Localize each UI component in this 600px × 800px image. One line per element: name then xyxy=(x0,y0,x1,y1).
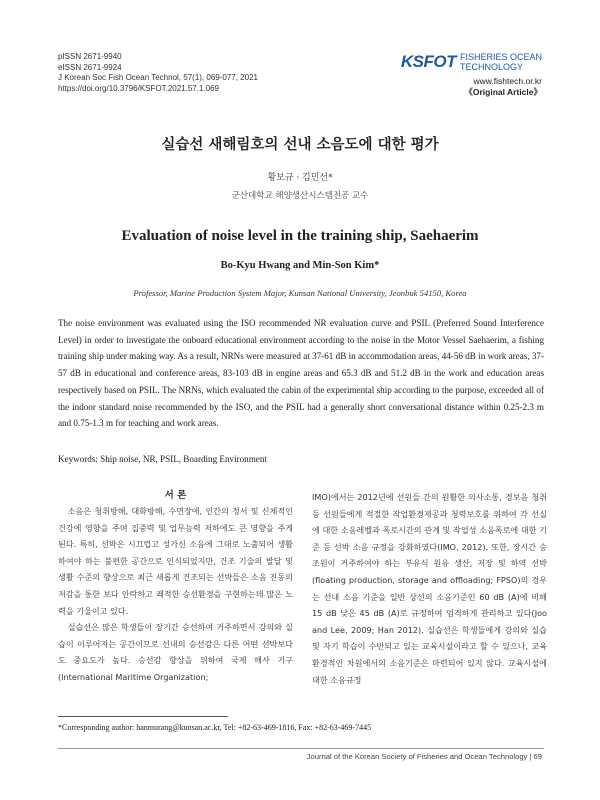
korean-authors: 황보규 · 김민선* xyxy=(267,173,333,183)
korean-title: 실습선 새해림호의 선내 소음도에 대한 평가 xyxy=(161,137,439,153)
corresponding-author-footnote: *Corresponding author: hanmurang@kunsan.ac.kr, Tel: +82-63-469-1816, Fax: +82-63-469-7445 xyxy=(58,723,372,732)
logo-mark: KSFOT xyxy=(400,52,456,71)
doi-link[interactable]: https://doi.org/10.3796/KSFOT.2021.57.1.069 xyxy=(58,83,219,93)
journal-brand xyxy=(392,52,542,98)
section-heading-introduction: 서 론 xyxy=(164,490,187,501)
english-title: Evaluation of noise level in the training ship, Saehaerim xyxy=(121,228,479,244)
eissn: eISSN 2671-9924 xyxy=(58,62,122,72)
journal-website[interactable]: www.fishtech.or.kr xyxy=(473,76,542,86)
footnote-divider xyxy=(58,716,228,717)
journal-meta xyxy=(58,52,258,94)
logo-line2: TECHNOLOGY xyxy=(459,62,523,72)
body-column-right xyxy=(312,489,547,688)
english-authors: Bo-Kyu Hwang and Min-Son Kim* xyxy=(220,260,380,271)
english-affiliation: Professor, Marine Production System Major, Kunsan National University, Jeonbuk 54150, Korea xyxy=(133,288,467,298)
article-type: 《Original Article》 xyxy=(464,87,542,97)
korean-affiliation: 군산대학교 해양생산시스템전공 교수 xyxy=(231,191,369,201)
body-paragraph: 소음은 청취방해, 대화방해, 수면장애, 인간의 정서 및 신체적인 건강에 영향을 주며 집중력 및 업무능력 저하에도 큰 영향을 주게 된다. 특히, 선박은 시끄럽고 성가신 소음에 그대로 노출되어 생활하여야 하는 불편한 공간으로 인식되었지만, 건조 기술의 발달 및 생활 수준의 향상으로 최근 새롭게 건조되는 선박들은 소음 진동의 저감을 통한 보다 안락하고 쾌적한 승선환경을 구현하는데 많은 노력을 기울이고 있다. xyxy=(58,506,293,616)
footer-divider xyxy=(58,748,544,749)
abstract: The noise environment was evaluated using the ISO recommended NR evaluation curve and PSIL (Preferred Sound Interference Level) in order to investigate the onboard educational environment according to the noise in the Motor Vessel Saehaerim, a fishing training ship under making way. As a result, NRNs were measured at 37-61 dB in accommodation areas, 44-56 dB in work areas, 37-57 dB in educational and conference areas, 83-103 dB in engine areas and 65.3 dB and 51.2 dB in the work and education areas respectively based on PSIL. The NRNs, which evaluated the cabin of the experimental ship according to the purpose, exceeded all of the indoor standard noise recommended by the ISO, and the PSIL had a generally short conversational distance within 0.25-2.3 m and 0.75-1.3 m for teaching and work areas. xyxy=(58,318,544,429)
logo-text xyxy=(460,52,542,72)
body-paragraph: IMO)에서는 2012년에 선원들 간의 원활한 의사소통, 경보음 청취 등 선원들에게 적절한 작업환경제공과 청력보호를 위하여 각 선실에 대한 소음레벨과 폭로시간의 관계 및 작업성 소음폭로에 대한 기준 등 선박 소음 규정을 강화하였다(IMO, 2012). 또한, 장시간 승조원이 거주하여야 하는 부유식 원유 생산, 저장 및 하역 선박(floating production, storage and offloading; FPSO)의 경우는 선내 소음 기준을 일반 상선의 소음기준인 60 dB (A)에 비해 15 dB 낮은 45 dB (A)로 규정하여 엄격하게 관리하고 있다(Joo and Lee, 2009; Han 2012). 실습선은 학생들에게 강의와 실습 및 자기 학습이 수반되고 있는 교육시설이라고 할 수 있으나, 교육환경적인 차원에서의 소음기준은 마련되어 있지 않다. 교육시설에 대한 소음규정 xyxy=(312,492,547,685)
citation: J Korean Soc Fish Ocean Technol, 57(1), 069-077, 2021 xyxy=(58,73,258,82)
body-column-left xyxy=(58,489,293,686)
journal-logo xyxy=(392,52,542,72)
page-footer: Journal of the Korean Society of Fisheries and Ocean Technology | 69 xyxy=(306,752,542,761)
keywords: Keywords: Ship noise, NR, PSIL, Boarding Environment xyxy=(58,454,267,464)
pissn: pISSN 2671-9940 xyxy=(58,52,122,61)
logo-line1: FISHERIES OCEAN xyxy=(459,52,542,62)
body-paragraph: 실습선은 많은 학생들이 장기간 승선하여 거주하면서 강의와 실습이 이루어지는 공간이므로 선내의 승선감은 다른 어떤 선박보다도 중요도가 높다. 승선감 향상을 위하여 국제 해사 기구(International Maritime Organization; xyxy=(58,622,293,682)
